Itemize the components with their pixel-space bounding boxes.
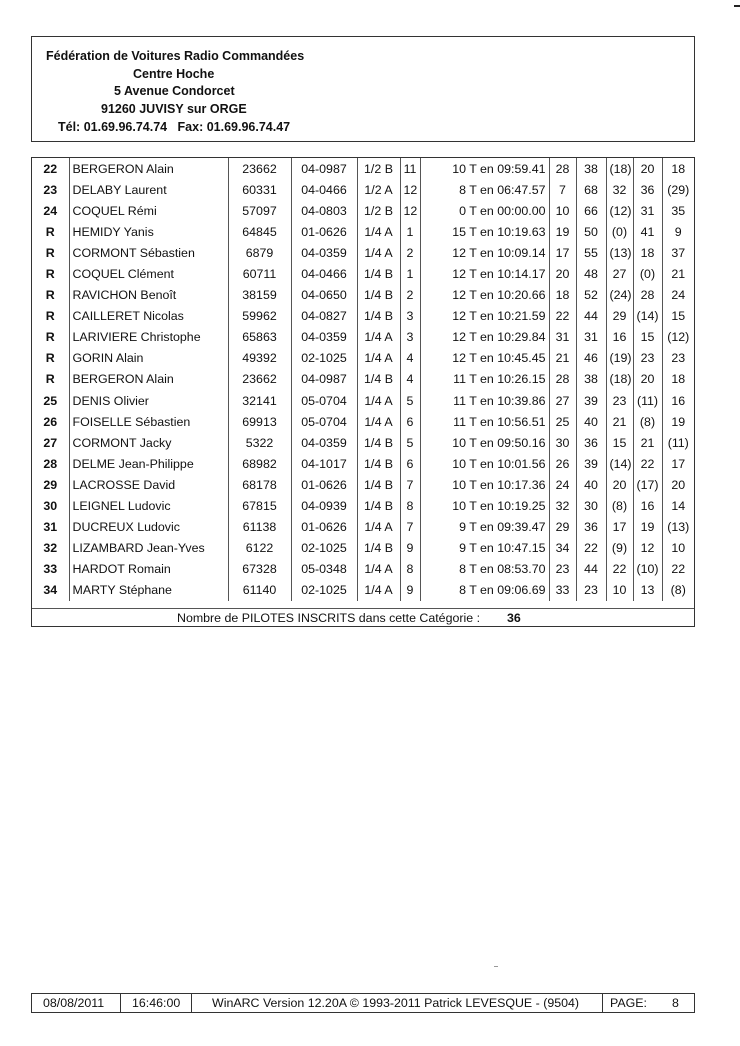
score-cell: 21 [606,411,633,432]
result-cell: 12 T en 10:21.59 [420,306,549,327]
score-cell: 20 [606,474,633,495]
result-cell: 9 T en 10:47.15 [420,538,549,559]
score-cell: (14) [633,306,662,327]
final-cell: 1/4 B [357,474,400,495]
score-cell: 38 [576,369,606,390]
score-cell: 21 [549,348,576,369]
score-cell: 12 [633,538,662,559]
rank-cell: 31 [43,520,58,535]
final-position-cell: 3 [400,327,420,348]
final-cell: 1/4 B [357,496,400,517]
score-cell: 23 [662,348,694,369]
score-cell: (18) [606,158,633,179]
final-position-cell: 1 [400,221,420,242]
total-value: 36 [507,611,521,625]
club-cell: 04-0466 [291,263,357,284]
score-cell: 27 [549,390,576,411]
table-row [32,263,694,284]
score-cell: 24 [549,474,576,495]
final-position-cell: 9 [400,580,420,601]
club-cell: 01-0626 [291,517,357,538]
footer-software: WinARC Version 12.20A © 1993-2011 Patrick LEVESQUE - (9504) [212,996,580,1010]
pilot-name-cell: LARIVIERE Christophe [69,327,228,348]
result-cell: 12 T en 10:20.66 [420,285,549,306]
score-cell: 20 [633,369,662,390]
licence-cell: 69913 [228,411,291,432]
score-cell: (12) [662,327,694,348]
score-cell: (11) [662,432,694,453]
final-cell: 1/4 A [357,580,400,601]
score-cell: 41 [633,221,662,242]
score-cell: 18 [549,285,576,306]
scan-smudge [494,966,498,967]
score-cell: 10 [606,580,633,601]
licence-cell: 60331 [228,179,291,200]
score-cell: 39 [576,390,606,411]
licence-cell: 68178 [228,474,291,495]
rank-cell: 34 [43,583,58,598]
page-footer [31,993,695,1013]
table-row [32,432,694,453]
score-cell: 13 [633,580,662,601]
score-cell: 37 [662,242,694,263]
score-cell: 14 [662,496,694,517]
score-cell: 50 [576,221,606,242]
score-cell: 36 [633,179,662,200]
score-cell: 25 [549,411,576,432]
scan-mark [734,5,740,7]
rank-cell: 32 [43,541,58,556]
footer-time: 16:46:00 [132,996,181,1010]
rank-cell: 23 [43,182,58,197]
score-cell: 7 [549,179,576,200]
score-cell: 29 [549,517,576,538]
score-cell: 28 [633,285,662,306]
score-cell: 35 [662,200,694,221]
score-cell: 23 [606,390,633,411]
pilot-name-cell: CORMONT Jacky [69,432,228,453]
score-cell: (24) [606,285,633,306]
score-cell: (29) [662,179,694,200]
pilot-name-cell: HEMIDY Yanis [69,221,228,242]
pilot-name-cell: COQUEL Rémi [69,200,228,221]
final-cell: 1/4 B [357,306,400,327]
licence-cell: 61138 [228,517,291,538]
table-row [32,306,694,327]
score-cell: 32 [606,179,633,200]
score-cell: 17 [662,453,694,474]
licence-cell: 6122 [228,538,291,559]
table-row [32,158,694,179]
licence-cell: 38159 [228,285,291,306]
score-cell: 23 [576,580,606,601]
rank-cell: 29 [43,477,58,492]
score-cell: 52 [576,285,606,306]
score-cell: 15 [633,327,662,348]
pilot-name-cell: DENIS Olivier [69,390,228,411]
score-cell: 24 [662,285,694,306]
score-cell: 16 [606,327,633,348]
score-cell: 55 [576,242,606,263]
final-position-cell: 5 [400,432,420,453]
pilot-name-cell: DUCREUX Ludovic [69,517,228,538]
score-cell: (0) [633,263,662,284]
final-cell: 1/4 A [357,559,400,580]
score-cell: (13) [606,242,633,263]
pilot-name-cell: LACROSSE David [69,474,228,495]
result-cell: 9 T en 09:39.47 [420,517,549,538]
score-cell: 36 [576,517,606,538]
rank-cell: 25 [43,393,58,408]
pilot-name-cell: COQUEL Clément [69,263,228,284]
pilot-name-cell: HARDOT Romain [69,559,228,580]
score-cell: 20 [662,474,694,495]
score-cell: (12) [606,200,633,221]
score-cell: 18 [633,242,662,263]
score-cell: 33 [549,580,576,601]
result-cell: 0 T en 00:00.00 [420,200,549,221]
score-cell: 36 [576,432,606,453]
final-cell: 1/2 B [357,158,400,179]
score-cell: (0) [606,221,633,242]
table-row [32,517,694,538]
footer-date: 08/08/2011 [43,996,105,1010]
licence-cell: 23662 [228,158,291,179]
licence-cell: 67815 [228,496,291,517]
table-row [32,453,694,474]
rank-cell: R [45,351,55,366]
total-label: Nombre de PILOTES INSCRITS dans cette Catégorie : [177,611,481,625]
score-cell: 15 [662,306,694,327]
score-cell: 31 [633,200,662,221]
licence-cell: 60711 [228,263,291,284]
table-row [32,327,694,348]
score-cell: 29 [606,306,633,327]
final-cell: 1/2 B [357,200,400,221]
score-cell: 28 [549,369,576,390]
score-cell: 10 [549,200,576,221]
final-position-cell: 4 [400,369,420,390]
score-cell: 28 [549,158,576,179]
table-row [32,538,694,559]
club-cell: 04-0466 [291,179,357,200]
rank-cell: R [45,245,55,260]
final-position-cell: 5 [400,390,420,411]
result-cell: 10 T en 10:01.56 [420,453,549,474]
final-position-cell: 12 [400,179,420,200]
final-position-cell: 12 [400,200,420,221]
score-cell: (14) [606,453,633,474]
final-cell: 1/4 A [357,411,400,432]
final-position-cell: 3 [400,306,420,327]
final-cell: 1/2 A [357,179,400,200]
final-cell: 1/4 A [357,327,400,348]
final-position-cell: 8 [400,496,420,517]
club-cell: 04-1017 [291,453,357,474]
score-cell: 39 [576,453,606,474]
club-cell: 05-0704 [291,390,357,411]
club-cell: 04-0987 [291,369,357,390]
score-cell: 22 [606,559,633,580]
table-row [32,390,694,411]
score-cell: (11) [633,390,662,411]
results-table [32,158,694,601]
score-cell: 48 [576,263,606,284]
table-row [32,496,694,517]
rank-cell: 22 [43,161,58,176]
final-cell: 1/4 A [357,517,400,538]
rank-cell: 28 [43,456,58,471]
pilot-name-cell: BERGERON Alain [69,158,228,179]
score-cell: 9 [662,221,694,242]
club-cell: 04-0359 [291,432,357,453]
result-cell: 11 T en 10:39.86 [420,390,549,411]
score-cell: 66 [576,200,606,221]
score-cell: 20 [549,263,576,284]
club-cell: 02-1025 [291,580,357,601]
licence-cell: 6879 [228,242,291,263]
score-cell: (9) [606,538,633,559]
club-cell: 01-0626 [291,221,357,242]
rank-cell: 27 [43,435,58,450]
table-row [32,580,694,601]
licence-cell: 59962 [228,306,291,327]
score-cell: 23 [633,348,662,369]
rank-cell: 30 [43,499,58,514]
table-row [32,179,694,200]
licence-cell: 57097 [228,200,291,221]
result-cell: 12 T en 10:29.84 [420,327,549,348]
score-cell: (17) [633,474,662,495]
pilot-name-cell: DELABY Laurent [69,179,228,200]
result-cell: 12 T en 10:45.45 [420,348,549,369]
score-cell: 30 [576,496,606,517]
score-cell: 23 [549,559,576,580]
score-cell: 30 [549,432,576,453]
result-cell: 8 T en 06:47.57 [420,179,549,200]
footer-page-label: PAGE: [610,996,647,1010]
club-cell: 04-0650 [291,285,357,306]
club-cell: 04-0803 [291,200,357,221]
score-cell: (8) [633,411,662,432]
score-cell: 40 [576,411,606,432]
score-cell: 16 [633,496,662,517]
footer-divider [602,994,603,1012]
final-cell: 1/4 B [357,432,400,453]
final-cell: 1/4 B [357,538,400,559]
score-cell: 21 [662,263,694,284]
table-row [32,348,694,369]
score-cell: 26 [549,453,576,474]
result-cell: 10 T en 10:17.36 [420,474,549,495]
score-cell: 27 [606,263,633,284]
score-cell: 19 [633,517,662,538]
score-cell: (19) [606,348,633,369]
table-row [32,221,694,242]
club-cell: 01-0626 [291,474,357,495]
rank-cell: 24 [43,203,58,218]
final-cell: 1/4 A [357,390,400,411]
final-position-cell: 7 [400,474,420,495]
licence-cell: 32141 [228,390,291,411]
final-position-cell: 7 [400,517,420,538]
rank-cell: R [45,267,55,282]
final-cell: 1/4 A [357,242,400,263]
final-position-cell: 1 [400,263,420,284]
score-cell: (13) [662,517,694,538]
score-cell: 22 [633,453,662,474]
score-cell: (18) [606,369,633,390]
licence-cell: 65863 [228,327,291,348]
score-cell: 18 [662,158,694,179]
licence-cell: 61140 [228,580,291,601]
rank-cell: R [45,372,55,387]
club-cell: 04-0359 [291,242,357,263]
footer-divider [120,994,121,1012]
pilot-name-cell: CORMONT Sébastien [69,242,228,263]
table-row [32,559,694,580]
club-cell: 05-0348 [291,559,357,580]
final-position-cell: 4 [400,348,420,369]
score-cell: 38 [576,158,606,179]
final-position-cell: 9 [400,538,420,559]
result-cell: 11 T en 10:56.51 [420,411,549,432]
score-cell: 18 [662,369,694,390]
score-cell: 44 [576,559,606,580]
federation-header [31,36,695,142]
total-line [32,608,694,627]
federation-street: 5 Avenue Condorcet [114,84,235,98]
licence-cell: 64845 [228,221,291,242]
rank-cell: R [45,330,55,345]
result-cell: 12 T en 10:09.14 [420,242,549,263]
federation-centre: Centre Hoche [133,67,215,81]
score-cell: 19 [662,411,694,432]
results-body [32,158,694,601]
result-cell: 15 T en 10:19.63 [420,221,549,242]
pilot-name-cell: RAVICHON Benoît [69,285,228,306]
score-cell: 17 [606,517,633,538]
score-cell: 44 [576,306,606,327]
result-cell: 11 T en 10:26.15 [420,369,549,390]
footer-page-number: 8 [672,996,679,1010]
score-cell: 22 [576,538,606,559]
score-cell: (8) [662,580,694,601]
club-cell: 04-0359 [291,327,357,348]
rank-cell: 26 [43,414,58,429]
score-cell: 31 [576,327,606,348]
result-cell: 10 T en 09:50.16 [420,432,549,453]
score-cell: 40 [576,474,606,495]
result-cell: 8 T en 09:06.69 [420,580,549,601]
licence-cell: 68982 [228,453,291,474]
table-row [32,474,694,495]
score-cell: 32 [549,496,576,517]
final-position-cell: 6 [400,453,420,474]
rank-cell: R [45,288,55,303]
final-cell: 1/4 A [357,221,400,242]
score-cell: 22 [662,559,694,580]
score-cell: (8) [606,496,633,517]
pilot-name-cell: BERGERON Alain [69,369,228,390]
rank-cell: R [45,224,55,239]
federation-name: Fédération de Voitures Radio Commandées [46,49,305,63]
score-cell: (10) [633,559,662,580]
pilot-name-cell: LIZAMBARD Jean-Yves [69,538,228,559]
score-cell: 46 [576,348,606,369]
pilot-name-cell: FOISELLE Sébastien [69,411,228,432]
result-cell: 8 T en 08:53.70 [420,559,549,580]
rank-cell: 33 [43,562,58,577]
result-cell: 10 T en 10:19.25 [420,496,549,517]
result-cell: 12 T en 10:14.17 [420,263,549,284]
table-row [32,369,694,390]
club-cell: 04-0939 [291,496,357,517]
score-cell: 68 [576,179,606,200]
result-cell: 10 T en 09:59.41 [420,158,549,179]
pilot-name-cell: GORIN Alain [69,348,228,369]
score-cell: 34 [549,538,576,559]
club-cell: 04-0827 [291,306,357,327]
pilot-name-cell: CAILLERET Nicolas [69,306,228,327]
score-cell: 17 [549,242,576,263]
final-cell: 1/4 B [357,453,400,474]
table-row [32,200,694,221]
final-cell: 1/4 B [357,285,400,306]
pilot-name-cell: DELME Jean-Philippe [69,453,228,474]
club-cell: 02-1025 [291,538,357,559]
licence-cell: 23662 [228,369,291,390]
footer-divider [191,994,192,1012]
licence-cell: 67328 [228,559,291,580]
rank-cell: R [45,309,55,324]
pilot-name-cell: LEIGNEL Ludovic [69,496,228,517]
score-cell: 16 [662,390,694,411]
table-row [32,285,694,306]
final-position-cell: 6 [400,411,420,432]
score-cell: 10 [662,538,694,559]
final-cell: 1/4 A [357,348,400,369]
score-cell: 15 [606,432,633,453]
table-row [32,242,694,263]
licence-cell: 5322 [228,432,291,453]
federation-city: 91260 JUVISY sur ORGE [101,102,247,116]
pilot-name-cell: MARTY Stéphane [69,580,228,601]
score-cell: 21 [633,432,662,453]
final-position-cell: 2 [400,285,420,306]
final-cell: 1/4 B [357,263,400,284]
score-cell: 19 [549,221,576,242]
final-cell: 1/4 B [357,369,400,390]
club-cell: 04-0987 [291,158,357,179]
score-cell: 20 [633,158,662,179]
club-cell: 02-1025 [291,348,357,369]
score-cell: 22 [549,306,576,327]
final-position-cell: 2 [400,242,420,263]
final-position-cell: 8 [400,559,420,580]
table-row [32,411,694,432]
club-cell: 05-0704 [291,411,357,432]
score-cell: 31 [549,327,576,348]
licence-cell: 49392 [228,348,291,369]
federation-phone-fax: Tél: 01.69.96.74.74 Fax: 01.69.96.74.47 [58,120,291,134]
final-position-cell: 11 [400,158,420,179]
